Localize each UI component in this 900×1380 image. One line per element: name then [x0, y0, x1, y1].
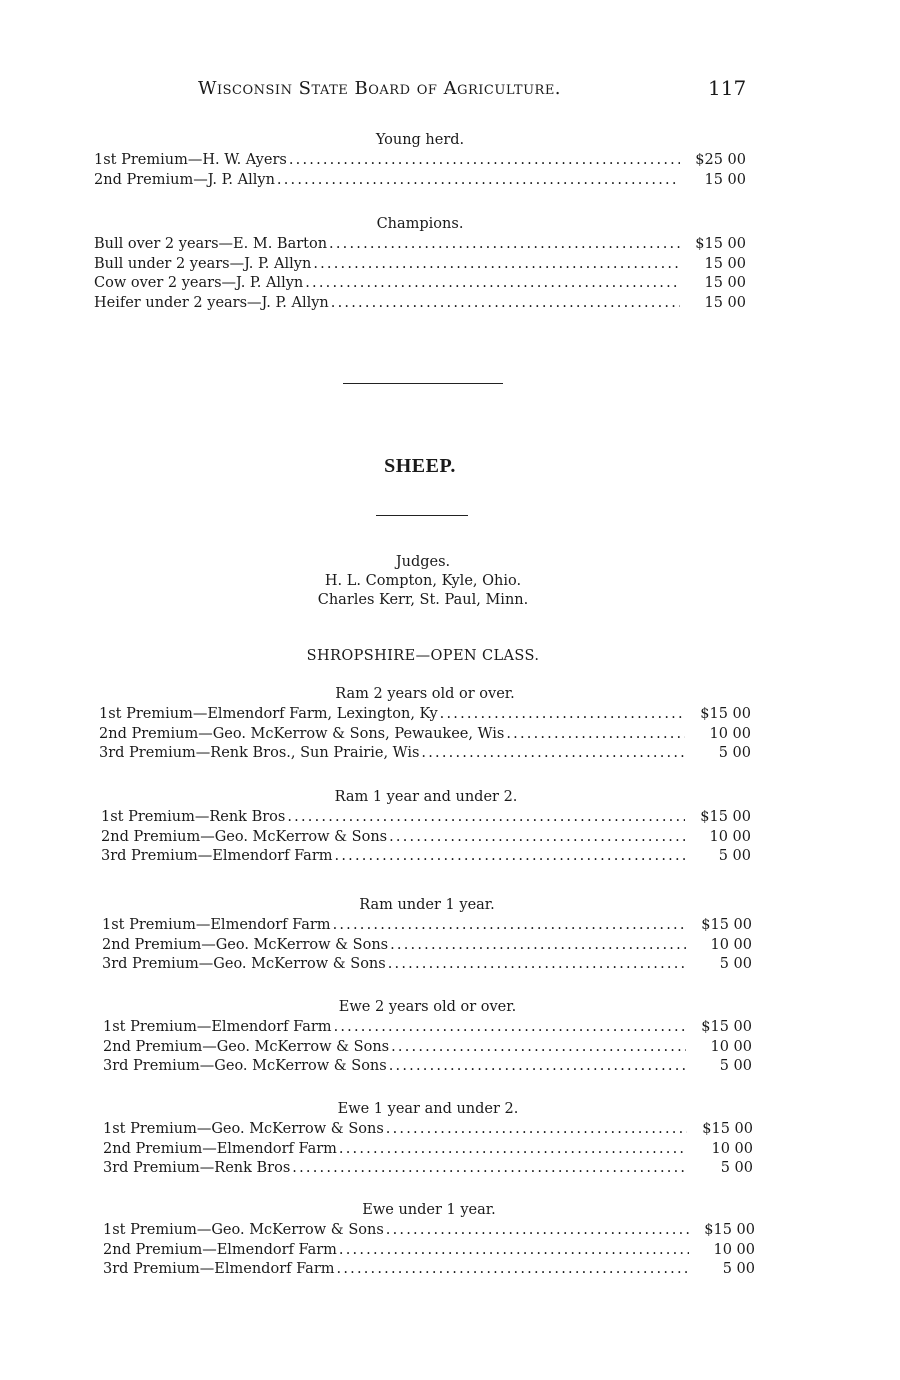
premium-entry	[101, 808, 751, 828]
premium-entry	[99, 744, 751, 764]
entry-label: 3rd Premium—Geo. McKerrow & Sons	[103, 1058, 387, 1074]
class-title: SHROPSHIRE—OPEN CLASS.	[306, 648, 540, 664]
section-heading: Ram 1 year and under 2.	[334, 789, 518, 805]
entry-amount: 5 00	[722, 1261, 755, 1277]
section-heading: Ewe 1 year and under 2.	[337, 1101, 519, 1117]
judge-name: H. L. Compton, Kyle, Ohio.	[324, 573, 522, 589]
premium-entry	[101, 828, 751, 848]
ewe-under-1-section	[103, 1201, 755, 1280]
entry-label: 2nd Premium—Elmendorf Farm	[103, 1140, 337, 1157]
leader-dots	[388, 955, 686, 975]
entry-label: Bull under 2 years—J. P. Allyn	[94, 255, 312, 272]
leader-dots	[506, 725, 685, 745]
page-header-title: Wisconsin State Board of Agriculture.	[198, 78, 562, 99]
leader-dots	[339, 1140, 687, 1160]
leader-dots	[334, 1018, 686, 1038]
heading-underline-rule	[376, 515, 468, 516]
section-heading: Ewe under 1 year.	[362, 1202, 496, 1218]
entry-label: 2nd Premium—Geo. McKerrow & Sons	[102, 936, 389, 953]
leader-dots	[389, 1057, 686, 1077]
ram-2-years-section	[99, 685, 751, 764]
leader-dots	[333, 916, 686, 936]
premium-entry	[103, 1120, 753, 1140]
leader-dots	[292, 1159, 687, 1179]
premium-entry	[103, 1057, 752, 1077]
premium-entry	[103, 1260, 755, 1280]
entry-label: 1st Premium—Elmendorf Farm	[102, 917, 331, 933]
entry-amount: $15 00	[695, 236, 746, 252]
premium-entry	[102, 916, 752, 936]
premium-entry	[94, 171, 746, 191]
page-number: 117	[708, 76, 747, 100]
entry-label: 2nd Premium—Elmendorf Farm	[103, 1241, 337, 1258]
premium-entry	[103, 1140, 753, 1160]
entry-label: 3rd Premium—Elmendorf Farm	[103, 1261, 335, 1277]
entry-amount: $25 00	[695, 152, 746, 168]
entry-amount: $15 00	[700, 706, 751, 722]
entry-label: 1st Premium—H. W. Ayers	[94, 152, 287, 168]
leader-dots	[331, 294, 680, 314]
premium-entry	[94, 255, 746, 275]
entry-amount: 15 00	[704, 275, 746, 291]
ewe-2-years-section	[103, 998, 752, 1077]
section-heading: Ewe 2 years old or over.	[338, 999, 517, 1015]
entry-label: 2nd Premium—Geo. McKerrow & Sons	[101, 828, 388, 845]
leader-dots	[386, 1221, 689, 1241]
premium-entry	[102, 955, 752, 975]
entry-amount: 10 00	[709, 828, 751, 845]
entry-amount: 10 00	[709, 725, 751, 742]
ram-1-year-section	[101, 788, 751, 867]
entry-label: 3rd Premium—Renk Bros	[103, 1160, 291, 1176]
entry-amount: 10 00	[710, 1038, 752, 1055]
premium-entry	[103, 1038, 752, 1058]
entry-amount: 15 00	[704, 255, 746, 272]
entry-label: 1st Premium—Elmendorf Farm	[103, 1019, 332, 1035]
premium-entry	[103, 1018, 752, 1038]
entry-label: 3rd Premium—Geo. McKerrow & Sons	[102, 956, 386, 972]
leader-dots	[305, 274, 680, 294]
entry-label: 2nd Premium—Geo. McKerrow & Sons, Pewaukee, Wis	[99, 725, 505, 742]
young-herd-section	[94, 131, 746, 190]
entry-amount: $15 00	[702, 1121, 753, 1137]
premium-entry	[103, 1159, 753, 1179]
entry-label: 1st Premium—Geo. McKerrow & Sons	[103, 1222, 384, 1238]
leader-dots	[277, 171, 680, 191]
leader-dots	[386, 1120, 687, 1140]
leader-dots	[391, 1038, 686, 1058]
entry-amount: 5 00	[720, 1160, 753, 1176]
judges-block	[0, 553, 846, 610]
premium-entry	[103, 1221, 755, 1241]
entry-label: 2nd Premium—J. P. Allyn	[94, 171, 275, 188]
judge-name: Charles Kerr, St. Paul, Minn.	[317, 592, 529, 608]
ewe-1-year-section	[103, 1100, 753, 1179]
entry-label: Cow over 2 years—J. P. Allyn	[94, 275, 304, 291]
leader-dots	[329, 235, 680, 255]
premium-entry	[103, 1241, 755, 1261]
ram-under-1-section	[102, 896, 752, 975]
leader-dots	[313, 255, 680, 275]
entry-amount: 5 00	[719, 956, 752, 972]
entry-label: 3rd Premium—Renk Bros., Sun Prairie, Wis	[99, 745, 420, 761]
section-heading: Champions.	[376, 216, 464, 232]
entry-amount: 5 00	[719, 1058, 752, 1074]
entry-label: 1st Premium—Elmendorf Farm, Lexington, Ky	[99, 706, 438, 722]
judges-heading: Judges.	[395, 554, 451, 570]
entry-amount: 15 00	[704, 294, 746, 311]
entry-amount: 10 00	[713, 1241, 755, 1258]
leader-dots	[289, 151, 680, 171]
leader-dots	[421, 744, 685, 764]
entry-amount: 10 00	[710, 936, 752, 953]
entry-label: 1st Premium—Geo. McKerrow & Sons	[103, 1121, 384, 1137]
leader-dots	[335, 847, 685, 867]
premium-entry	[102, 936, 752, 956]
premium-entry	[94, 294, 746, 314]
entry-amount: $15 00	[704, 1222, 755, 1238]
champions-section	[94, 215, 746, 313]
leader-dots	[339, 1241, 689, 1261]
premium-entry	[99, 705, 751, 725]
entry-label: 1st Premium—Renk Bros	[101, 809, 286, 825]
section-heading: Young herd.	[375, 132, 465, 148]
section-heading: Ram under 1 year.	[359, 897, 495, 913]
leader-dots	[337, 1260, 689, 1280]
entry-amount: 5 00	[718, 848, 751, 864]
entry-amount: $15 00	[701, 1019, 752, 1035]
premium-entry	[101, 847, 751, 867]
leader-dots	[287, 808, 685, 828]
entry-amount: $15 00	[701, 917, 752, 933]
entry-label: 2nd Premium—Geo. McKerrow & Sons	[103, 1038, 390, 1055]
section-heading: Ram 2 years old or over.	[335, 686, 515, 702]
premium-entry	[99, 725, 751, 745]
premium-entry	[94, 151, 746, 171]
leader-dots	[390, 936, 686, 956]
section-divider-rule	[343, 383, 503, 384]
entry-amount: $15 00	[700, 809, 751, 825]
entry-amount: 10 00	[711, 1140, 753, 1157]
entry-label: Bull over 2 years—E. M. Barton	[94, 236, 328, 252]
entry-amount: 5 00	[718, 745, 751, 761]
entry-amount: 15 00	[704, 171, 746, 188]
leader-dots	[440, 705, 685, 725]
entry-label: 3rd Premium—Elmendorf Farm	[101, 848, 333, 864]
premium-entry	[94, 235, 746, 255]
premium-entry	[94, 274, 746, 294]
sheep-heading: SHEEP.	[384, 455, 456, 477]
entry-label: Heifer under 2 years—J. P. Allyn	[94, 294, 329, 311]
leader-dots	[389, 828, 685, 848]
